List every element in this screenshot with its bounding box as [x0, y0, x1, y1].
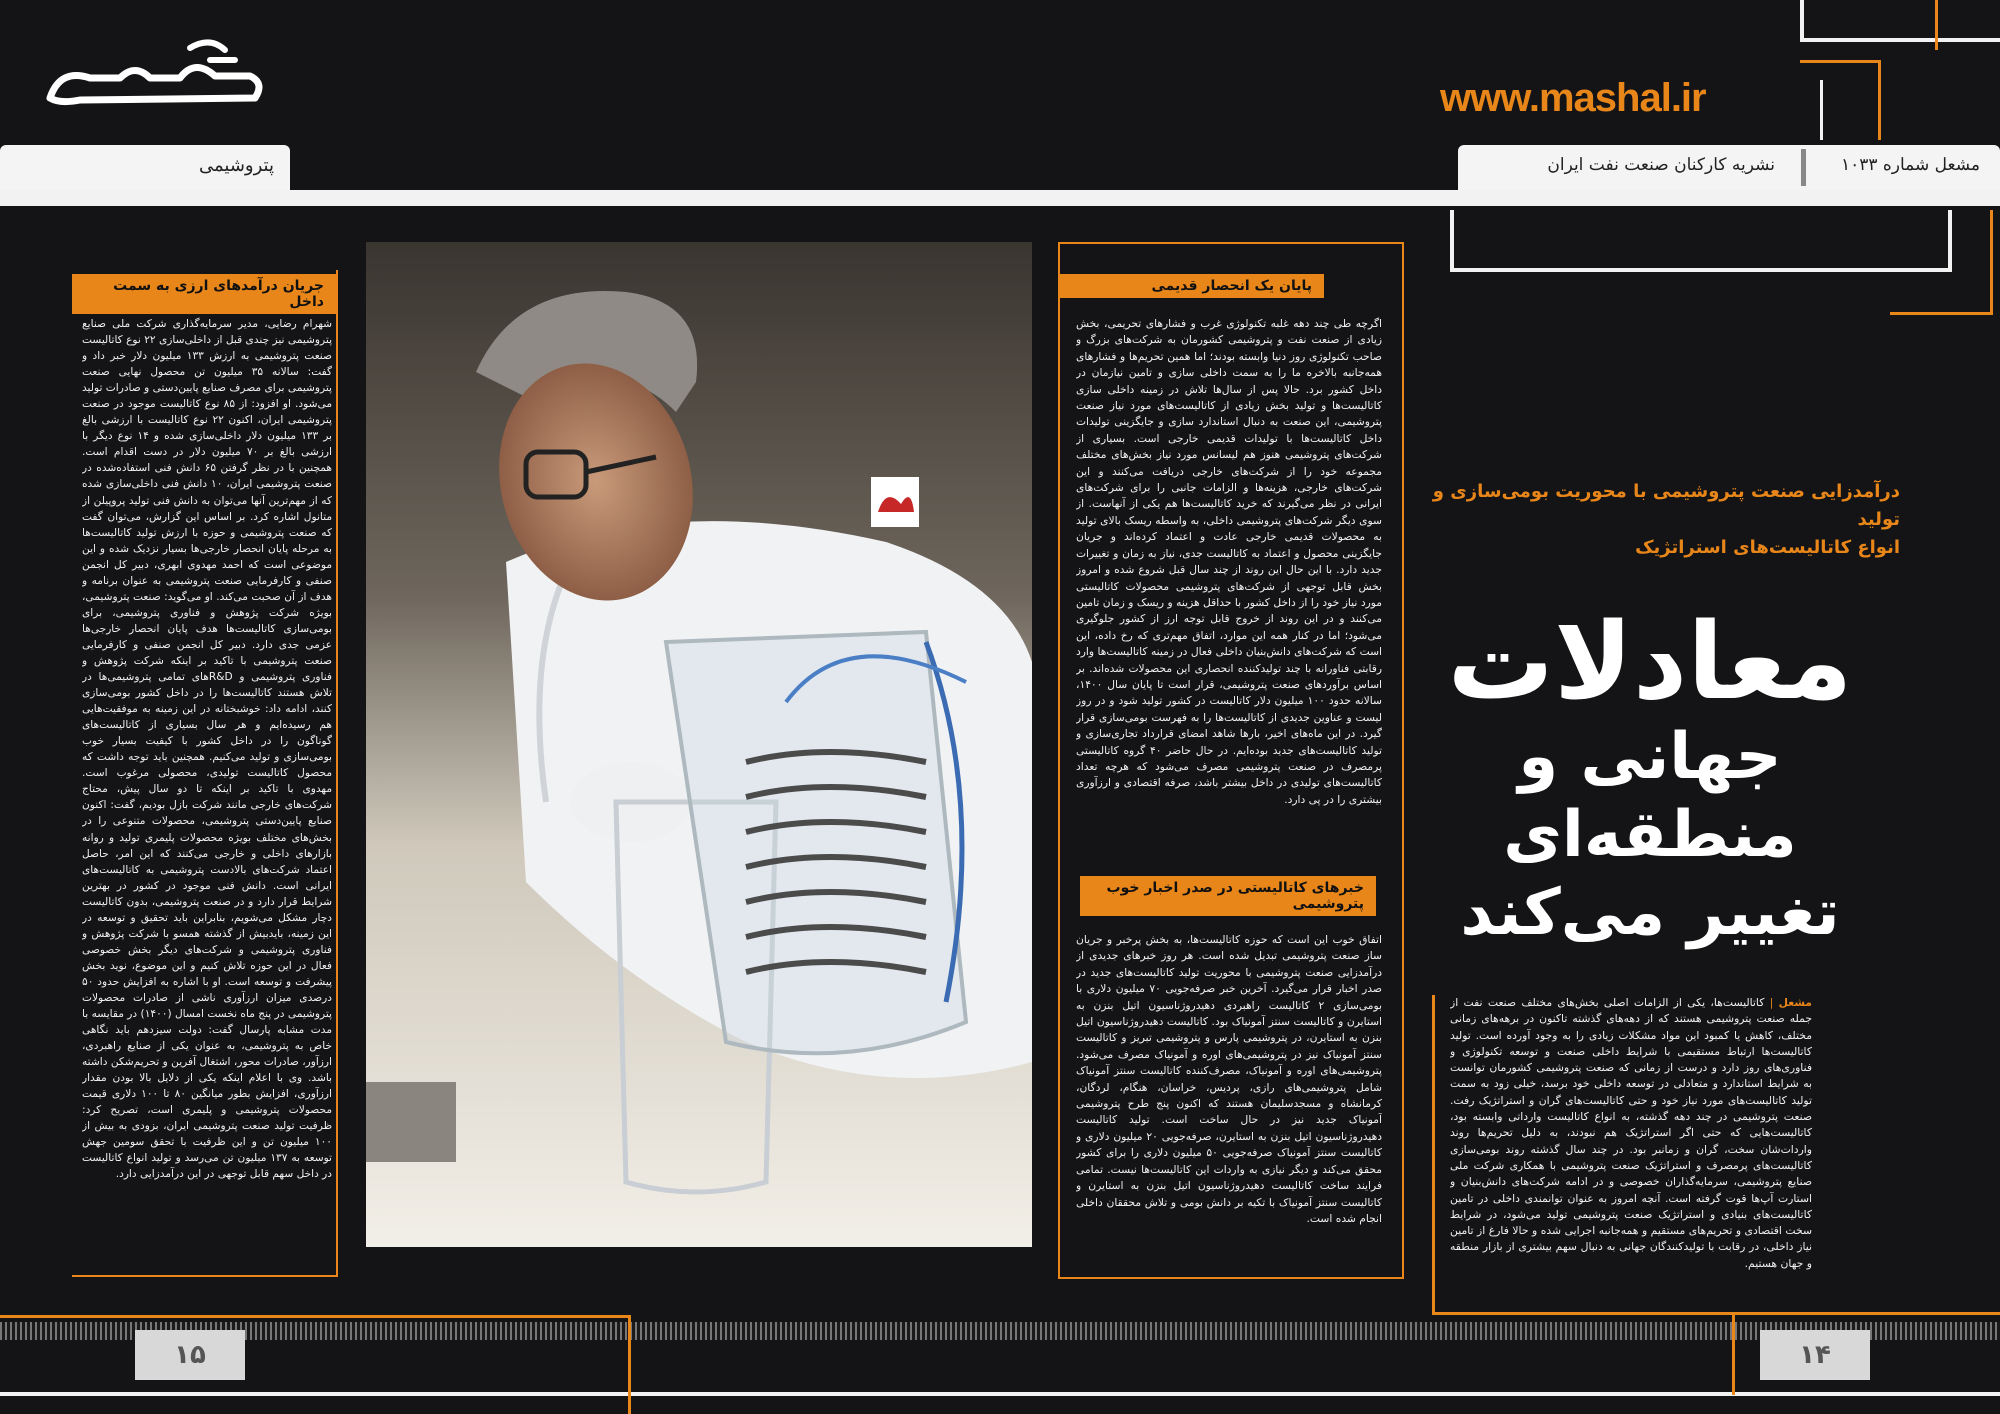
deco-line — [1890, 312, 1992, 315]
deco-line — [1990, 210, 1993, 315]
deco-line — [1948, 210, 1952, 272]
header-rule — [0, 190, 2000, 206]
section-heading: جریان درآمدهای ارزی به سمت داخل — [72, 274, 336, 314]
headline — [1400, 600, 1900, 952]
headline-line: تغییر می‌کند — [1460, 876, 1840, 950]
deco-line — [1878, 60, 1881, 140]
headline-line: جهانی و منطقه‌ای — [1503, 720, 1797, 872]
page-number-left: ۱۵ — [135, 1330, 245, 1380]
section-heading: پایان یک انحصار قدیمی — [1058, 274, 1324, 298]
deco-line — [1800, 0, 1804, 40]
deco-line — [1732, 1315, 1735, 1395]
intro-text: کاتالیست‌ها، یکی از الزامات اصلی بخش‌های مختلف صنعت نفت از جمله صنعت پتروشیمی هستند که از دهه‌های گذشته تاکنون در برهه‌های زمانی مختلف، کاهش یا کمبود این مواد مشکلات زیادی را به وجود آورده است. تولید کاتالیست‌ها ارتباط مستقیمی با شرایط داخلی صنعت و توسعه تکنولوژی و فناوری‌های روز دارد و درست از زمانی که صنعت پتروشیمی کشورمان توانست به شرایط استاندارد و متعادلی در توسعه داخلی خود برسد، خیلی زود به سمت تولید کاتالیست‌های مورد نیاز خود و حتی کاتالیست‌های گران و استراتژیک رفت. صنعت پتروشیمی در چند دهه گذشته، به انواع کاتالیست وارداتی وابسته بود، کاتالیست‌هایی که حتی اگر استراتژیک هم نبودند، به دلیل تحریم‌ها روند واردات‌شان سخت، گران و زمانبر بود. در چند سال گذشته روند بومی‌سازی کاتالیست‌های پرمصرف و استراتژیک صنعت پتروشیمی با همکاری شرکت ملی صنایع پتروشیمی، سرمایه‌گذاران خصوصی و در ادامه شرکت‌های دانش‌بنیان و استارت آپ‌ها قوت گرفته است. آنچه امروز به عنوان توانمندی داخلی در تامین کاتالیست‌های بنیادی و استراتژیک صنعت پتروشیمی تولید می‌شود، در شرایط سخت اقتصادی و تحریم‌های مستقیم و همه‌جانبه اجرایی شده و حالا فارغ از تامین نیاز داخلی، در رقابت با تولیدکنندگان جهانی به دنبال سهم بیشتری از بازار منطقه و جهان هستیم. — [1450, 996, 1812, 1270]
section-body — [82, 316, 332, 1274]
section-text: شهرام رضایی، مدیر سرمایه‌گذاری شرکت ملی صنایع پتروشیمی نیز چندی قبل از داخلی‌سازی ۲۲ نوع کاتالیست صنعت پتروشیمی به ارزش ۱۳۳ میلیون دلار خبر داد و گفت: سالانه ۳۵ میلیون تن محصول نهایی صنعت پتروشیمی برای مصرف صنایع پایین‌دستی و صادرات تولید می‌شود. او افزود: از ۸۵ نوع کاتالیست موجود در صنعت پتروشیمی ایران، اکنون ۲۲ نوع کاتالیست با ارزشی بالغ بر ۱۳۳ میلیون دلار داخلی‌سازی شده و ۱۴ نوع دیگر با ارزشی بالغ بر ۷۰ میلیون دلار در دست اقدام است. همچنین با در نظر گرفتن ۶۵ دانش فنی استفاده‌شده در صنعت پتروشیمی ایران، ۱۰ دانش فنی داخلی‌سازی شده که از مهم‌ترین آنها می‌توان به دانش فنی تولید پروپیلن از متانول اشاره کرد. بر اساس این گزارش، می‌توان گفت که صنعت پتروشیمی و حوزه با ارزش تولید کاتالیست‌ها به مرحله پایان انحصار خارجی‌ها بسیار نزدیک شده و این موضوعی است که احمد مهدوی ابهری، دبیر کل انجمن صنفی و کارفرمایی صنعت پتروشیمی به عنوان برنامه و هدف از آن صحبت می‌کند. او می‌گوید: صنعت پتروشیمی، بویژه شرکت پژوهش و فناوری پتروشیمی، برای بومی‌سازی کاتالیست‌ها هدف پایان انحصار خارجی‌ها عزمی جدی دارد. دبیر کل انجمن صنفی و کارفرمایی صنعت پتروشیمی با تاکید بر اینکه شرکت پژوهش و فناوری پتروشیمی و R&Dهای تمامی پتروشیمی‌ها در تلاش هستند کاتالیست‌ها را در داخل کشور بومی‌سازی کنند، ادامه داد: خوشبختانه در این زمینه به موفقیت‌هایی هم رسیده‌ایم و هر سال بسیاری از کاتالیست‌های گوناگون را در داخل کشور با کیفیت بسیار خوب بومی‌سازی و تولید می‌کنیم. همچنین باید توجه داشت که محصول کاتالیست تولیدی، محصولی مرغوب است. مهدوی با تاکید بر اینکه تا دو سال پیش، محتاج شرکت‌های خارجی مانند شرکت بازل بودیم، گفت: اکنون صنایع پایین‌دستی پتروشیمی، محصولات متنوعی را در بخش‌های مختلف بویژه محصولات پلیمری تولید و روانه بازارهای داخلی و خارجی می‌کنند که این امر، حاصل اعتماد شرکت‌های بالادست پتروشیمی به کاتالیست‌های ایرانی است. دانش فنی موجود در کشور در بهترین شرایط قرار دارد و در صنعت پتروشیمی، بدون کاتالیست دچار مشکل می‌شویم، بنابراین باید تحقیق و توسعه در این زمینه، بایدبیش از گذشته همسو با شرکت پژوهش و فناوری پتروشیمی و شرکت‌های دیگر بخش خصوصی فعال در این حوزه تلاش کنیم و این موضوع، نوید بخش پیشرفت و توسعه است. او با اشاره به افزایش حدود ۵۰ درصدی میزان ارزآوری ناشی از صادرات محصولات پتروشیمی در پنج ماه نخست امسال (۱۴۰۰) در مقایسه با مدت مشابه پارسال گفت: دولت سیزدهم باید نگاهی خاص به پتروشیمی، به عنوان یکی از صنایع راهبردی، ارزآور، صادرات محور، اشتغال آفرین و تحریم‌شکن داشته باشد. وی با اعلام اینکه یکی از دلایل بالا بودن مقدار ارزآوری، افزایش بطور میانگین ۸۰ تا ۱۰۰ دلاری قیمت محصولات پتروشیمی و پلیمری است، تصریح کرد: ظرفیت تولید صنعت پتروشیمی ایران، بزودی به بیش از ۱۰۰ میلیون تن و این ظرفیت با تحقق سومین جهش توسعه به ۱۳۷ میلیون تن می‌رسد و تولید انواع کاتالیست در داخل سهم قابل توجهی در این درآمدزایی دارد. — [82, 318, 332, 1181]
website-url[interactable]: www.mashal.ir — [1440, 76, 1706, 120]
footer-rule — [0, 1392, 2000, 1396]
deco-line — [1820, 80, 1823, 140]
kicker-line: انواع کاتالیست‌های استراتژیک — [1635, 537, 1900, 558]
deco-line — [1450, 268, 1950, 272]
section-body — [1076, 932, 1382, 1272]
divider — [1801, 149, 1806, 186]
source-sep: | — [1764, 996, 1774, 1009]
section-text: اگرچه طی چند دهه غلبه تکنولوژی غرب و فشارهای تحریمی، بخش زیادی از صنعت نفت و پتروشیمی کشورمان به شرکت‌های بزرگ و صاحب تکنولوژی روز دنیا وابسته بودند؛ اما همین تحریم‌ها و فشارهای همه‌جانبه بالاخره ما را به سمت داخلی سازی و تامین نیازمان در داخل کشور برد. حالا پس از سال‌ها تلاش در زمینه داخلی سازی کاتالیست‌ها و تولید بخش زیادی از کاتالیست‌های مورد نیاز صنعت پتروشیمی، این صنعت به دنبال استاندارد سازی و جایگزینی تولیدات داخل کاتالیست‌ها با تولیدات قدیمی خارجی است. بسیاری از شرکت‌های پتروشیمی هنوز هم لیسانس مورد نیاز بخش‌های مختلف مجموعه خود را از شرکت‌های خارجی دریافت می‌کنند و این شرکت‌های خارجی، هزینه‌ها و الزامات جانبی را برای شرکت‌های ایرانی در نظر می‌گیرند که خرید کاتالیست‌ها هم یکی از آنهاست. از سوی دیگر شرکت‌های پتروشیمی داخلی، به واسطه ریسک بالای تولید به محصولات قدیمی خارجی عادت و اعتماد کرده‌اند و جریان جایگزینی محصول و اعتماد به کاتالیست جدی، نیاز به زمان و تغییرات جدید دارد. با این حال این روند از چند سال قبل شروع شده و امروز بخش قابل توجهی از شرکت‌های پتروشیمی محصولات کاتالیستی مورد نیاز خود را از داخل کشور با حداقل هزینه و ریسک و زمان تامین می‌کنند و در این روند از خروج قابل توجه ارز از کشور جلوگیری می‌شود؛ اما در کنار همه این موارد، اتفاق مهم‌تری که رخ داده، این است که شرکت‌های دانش‌بنیان داخلی فعال در زمینه کاتالیست‌ها وارد رقابتی فناورانه با چند تولیدکننده انحصاری این محصولات شده‌اند. بر اساس برآوردهای صنعت پتروشیمی، قرار است تا پایان سال ۱۴۰۰، سالانه حدود ۱۰۰ میلیون دلار کاتالیست در کشور تولید شود و در روز لیست و عناوین جدیدی از کاتالیست‌ها را به فهرست بومی‌سازی قرار گیرد. در این ماه‌های اخیر، بارها شاهد امضای قرارداد تجاری‌سازی و تولید کاتالیست‌های جدید بوده‌ایم. در حال حاضر ۴۰ گروه کاتالیستی پرمصرف در صنعت پتروشیمی مصرف می‌شود که هرچه تعداد کاتالیست‌های تولیدی در داخل بیشتر باشد، صرفه اقتصادی و ارزآوری بیشتری را در پی دارد. — [1076, 317, 1382, 806]
deco-line — [1432, 995, 1435, 1315]
page-number-right: ۱۴ — [1760, 1330, 1870, 1380]
section-body — [1076, 316, 1382, 856]
source-tag: مشعل — [1778, 996, 1812, 1009]
headline-line: معادلات — [1447, 600, 1853, 723]
deco-line — [1935, 0, 1938, 50]
section-tab — [0, 145, 290, 190]
section-heading: خبرهای کاتالیستی در صدر اخبار خوب پتروشیمی — [1080, 876, 1376, 916]
lab-photo — [366, 242, 1032, 1247]
deco-line — [1450, 210, 1454, 270]
intro-column — [1450, 995, 1812, 1285]
deco-line — [1800, 38, 2000, 42]
footer-hatch — [0, 1322, 2000, 1340]
deco-line — [1800, 60, 1880, 63]
kicker-line: درآمدزایی صنعت پتروشیمی با محوریت بومی‌سازی و تولید — [1432, 481, 1900, 530]
section-text: اتفاق خوب این است که حوزه کاتالیست‌ها، به بخش پرخبر و جریان ساز صنعت پتروشیمی تبدیل شده است. هر روز خبرهای جدیدی از درآمدزایی صنعت پتروشیمی با محوریت تولید کاتالیست‌های جدید در صدر اخبار قرار می‌گیرد. آخرین خبر صرفه‌جویی ۷۰ میلیون دلاری با بومی‌سازی ۲ کاتالیست راهبردی دهیدروژناسیون اتیل بنزن به استایرن و کاتالیست سنتز آمونیاک بود. کاتالیست دهیدروژناسیون اتیل بنزن به استایرن، در پتروشیمی پارس و پتروشیمی تبریز و کاتالیست سنتز آمونیاک نیز در پتروشیمی‌های اوره و آمونیاک مصرف می‌شود. پتروشیمی‌های اوره و آمونیاک، مصرف‌کننده کاتالیست سنتز آمونیاک شامل پتروشیمی‌های رازی، پردیس، خراسان، هنگام، لردگان، کرمانشاه و مسجدسلیمان هستند که اکنون پنج طرح پتروشیمی آمونیاک جدید نیز در حال ساخت است. تولید کاتالیست دهیدروژناسیون اتیل بنزن به استایرن، صرفه‌جویی ۲۰ میلیون دلاری و کاتالیست سنتز آمونیاک صرفه‌جویی ۵۰ میلیون دلاری را برای کشور محقق می‌کند و دیگر نیازی به واردات این کاتالیست‌ها نیست. تمامی فرایند ساخت کاتالیست دهیدروژناسیون اتیل بنزن به استایرن و کاتالیست سنتز آمونیاک با تکیه بر دانش بومی و تلاش محققان داخلی انجام شده است. — [1076, 933, 1382, 1225]
issue-tab — [1458, 145, 2000, 190]
deco-line — [628, 1315, 631, 1414]
issue-number: مشعل شماره ۱۰۳۳ — [1840, 155, 1980, 175]
publisher-name: نشریه کارکنان صنعت نفت ایران — [1547, 155, 1775, 175]
mashal-logo — [40, 28, 270, 118]
deco-line — [1432, 1312, 2000, 1315]
section-title: پتروشیمی — [199, 155, 274, 176]
kicker — [1400, 478, 1900, 562]
